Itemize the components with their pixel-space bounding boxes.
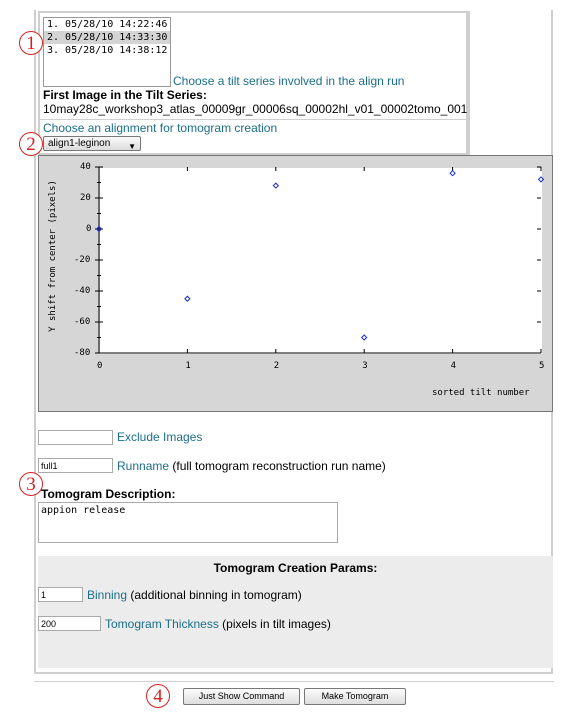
y-axis-label: Y shift from center (pixels) — [48, 180, 58, 332]
first-image-heading: First Image in the Tilt Series: — [43, 88, 207, 102]
tilt-series-option-selected[interactable]: 2. 05/28/10 14:33:30 — [44, 31, 170, 44]
divider — [40, 119, 466, 120]
tilt-series-listbox[interactable] — [43, 17, 171, 87]
x-tick-label: 3 — [362, 361, 368, 371]
runname-row — [117, 459, 386, 473]
y-tick-label: -20 — [74, 255, 91, 265]
marker-2: 2 — [19, 132, 43, 156]
thickness-note: (pixels in tilt images) — [222, 617, 331, 631]
plot-canvas — [38, 155, 553, 412]
data-point — [185, 296, 190, 301]
first-image-name: 10may28c_workshop3_atlas_00009gr_00006sq_00002hl_v01_00002tomo_001 — [43, 102, 468, 116]
y-tick-label: 40 — [80, 162, 91, 172]
y-tick-label: 0 — [86, 224, 92, 234]
x-tick-label: 0 — [97, 361, 103, 371]
shift-plot — [38, 155, 553, 412]
y-tick-label: -80 — [74, 348, 91, 358]
tilt-series-option[interactable]: 1. 05/28/10 14:22:46 — [47, 19, 168, 30]
data-point — [539, 177, 544, 182]
marker-1: 1 — [19, 31, 43, 55]
x-tick-label: 5 — [539, 361, 545, 371]
just-show-command-button[interactable]: Just Show Command — [183, 688, 300, 705]
alignment-select-value: align1-leginon — [48, 138, 111, 149]
binning-note: (additional binning in tomogram) — [130, 588, 302, 602]
x-axis-label: sorted tilt number — [432, 388, 530, 398]
thickness-row — [105, 617, 331, 631]
y-tick-label: 20 — [80, 193, 91, 203]
runname-label: Runname — [117, 459, 170, 473]
marker-4: 4 — [146, 684, 170, 708]
binning-row — [87, 588, 302, 602]
binning-label: Binning — [87, 588, 128, 602]
runname-input[interactable] — [38, 458, 113, 473]
params-heading: Tomogram Creation Params: — [213, 561, 378, 575]
x-tick-label: 2 — [273, 361, 280, 371]
thickness-label: Tomogram Thickness — [105, 617, 219, 631]
exclude-images-input[interactable] — [38, 430, 113, 445]
choose-alignment-label: Choose an alignment for tomogram creation — [43, 121, 278, 135]
y-tick-label: -60 — [74, 317, 91, 327]
thickness-input[interactable] — [38, 616, 101, 631]
data-point — [273, 183, 278, 188]
x-tick-label: 1 — [185, 361, 191, 371]
binning-input[interactable] — [38, 587, 83, 602]
x-tick-label: 4 — [450, 361, 457, 371]
marker-3: 3 — [19, 472, 43, 496]
tomogram-description-heading: Tomogram Description: — [41, 487, 176, 501]
panel-divider — [468, 11, 470, 155]
data-point — [362, 335, 367, 340]
choose-tilt-series-label: Choose a tilt series involved in the align run — [173, 74, 405, 88]
footer-divider — [34, 681, 554, 682]
runname-note: (full tomogram reconstruction run name) — [172, 459, 386, 473]
y-tick-label: -40 — [74, 286, 91, 296]
make-tomogram-button[interactable]: Make Tomogram — [304, 688, 406, 705]
tilt-series-option[interactable]: 3. 05/28/10 14:38:12 — [47, 45, 168, 56]
alignment-select[interactable] — [43, 136, 141, 151]
data-point — [450, 171, 455, 176]
chevron-down-icon: ▼ — [128, 142, 136, 151]
exclude-images-label: Exclude Images — [117, 430, 203, 444]
tomogram-description-input[interactable] — [38, 502, 338, 543]
